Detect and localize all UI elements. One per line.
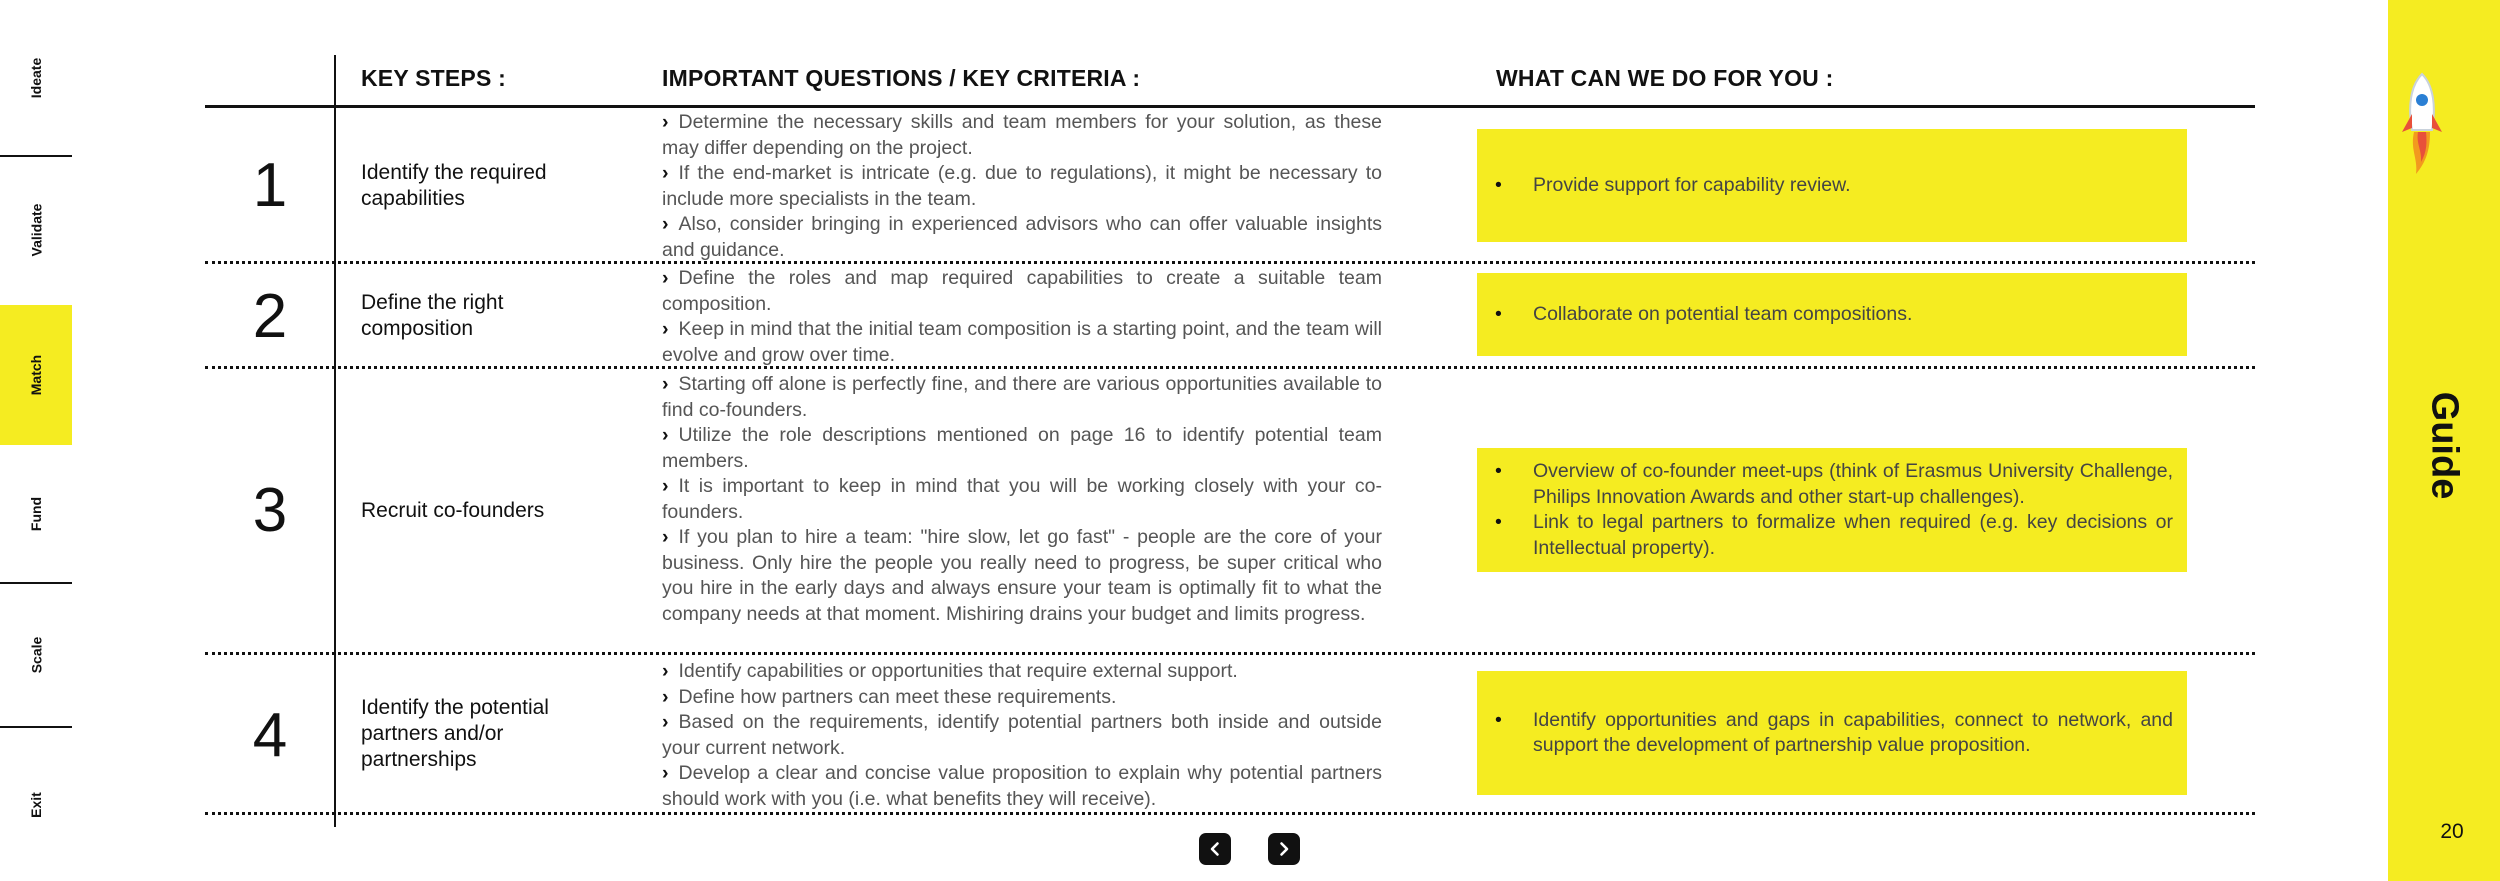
support-box: [1477, 448, 2187, 572]
criteria-item: › Keep in mind that the initial team composition is a starting point, and the team will evolve and grow over time.: [662, 317, 1382, 368]
criteria-item: › If you plan to hire a team: "hire slow, let go fast" - people are the core of your business. Only hire the people you really need to progress, be super critical who you hire in the early days and always ensure your team is optimally fit to what the company needs at that moment. Mishiring drains your budget and limits progress.: [662, 525, 1382, 627]
criteria-item: › If the end-market is intricate (e.g. due to regulations), it might be necessary to include more specialists in the team.: [662, 161, 1382, 212]
criteria-item: › Define the roles and map required capabilities to create a suitable team composition.: [662, 266, 1382, 317]
nav-item-label: Match: [27, 354, 44, 396]
table-header-rule: [205, 105, 2255, 108]
table-column-divider: [334, 55, 336, 827]
criteria-item: › Develop a clear and concise value proposition to explain why potential partners should work with you (i.e. what benefits they will receive).: [662, 761, 1382, 812]
header-support: WHAT CAN WE DO FOR YOU :: [1496, 65, 1834, 91]
support-item: • Collaborate on potential team compositions.: [1495, 302, 2173, 328]
nav-item-label: Fund: [28, 496, 44, 531]
nav-item-validate[interactable]: [0, 157, 72, 303]
support-box: [1477, 671, 2187, 795]
nav-item-label: Ideate: [28, 57, 44, 98]
nav-item-scale[interactable]: [0, 584, 72, 726]
chevron-right-icon: [1276, 841, 1292, 857]
guide-title: [2390, 370, 2498, 520]
nav-item-match[interactable]: [0, 305, 72, 445]
criteria-item: › Define how partners can meet these requirements.: [662, 685, 1382, 711]
guide-title-text: Guide: [2423, 391, 2466, 499]
page-number: 20: [2440, 820, 2464, 843]
row-divider: [205, 812, 2255, 815]
criteria-list: [662, 659, 1382, 812]
nav-item-ideate[interactable]: [0, 0, 72, 155]
side-navigation: [0, 0, 72, 881]
criteria-item: › Based on the requirements, identify potential partners both inside and outside your current network.: [662, 710, 1382, 761]
support-item: • Provide support for capability review.: [1495, 173, 2173, 199]
row-number: 2: [252, 282, 288, 351]
criteria-item: › Also, consider bringing in experienced advisors who can offer valuable insights and guidance.: [662, 212, 1382, 263]
previous-page-button[interactable]: [1199, 833, 1231, 865]
support-item: • Link to legal partners to formalize when required (e.g. key decisions or Intellectual property).: [1495, 510, 2173, 561]
criteria-item: › Utilize the role descriptions mentioned on page 16 to identify potential team members.: [662, 423, 1382, 474]
step-title: Identify the required capabilities: [361, 161, 547, 210]
criteria-list: [662, 110, 1382, 263]
nav-item-label: Scale: [28, 636, 44, 674]
support-box: [1477, 273, 2187, 356]
nav-item-label: Validate: [27, 203, 44, 257]
row-number: 4: [252, 701, 288, 770]
criteria-item: › Determine the necessary skills and team members for your solution, as these may differ depending on the project.: [662, 110, 1382, 161]
row-divider: [205, 652, 2255, 655]
support-box: [1477, 129, 2187, 242]
criteria-item: › It is important to keep in mind that you will be working closely with your co-founders.: [662, 474, 1382, 525]
nav-item-exit[interactable]: [0, 728, 72, 881]
nav-item-fund[interactable]: [0, 445, 72, 582]
support-item: • Identify opportunities and gaps in capabilities, connect to network, and support the development of partnership value proposition.: [1495, 708, 2173, 759]
rocket-icon: [2396, 70, 2448, 180]
next-page-button[interactable]: [1268, 833, 1300, 865]
header-criteria: IMPORTANT QUESTIONS / KEY CRITERIA :: [662, 65, 1141, 91]
nav-item-label: Exit: [28, 791, 44, 818]
criteria-list: [662, 372, 1382, 627]
support-item: • Overview of co-founder meet-ups (think of Erasmus University Challenge, Philips Innovation Awards and other start-up challenges).: [1495, 459, 2173, 510]
row-number: 1: [252, 151, 288, 220]
step-title: Identify the potential partners and/or partnerships: [361, 696, 549, 771]
criteria-item: › Identify capabilities or opportunities that require external support.: [662, 659, 1382, 685]
header-key-steps: KEY STEPS :: [361, 65, 506, 91]
criteria-item: › Starting off alone is perfectly fine, and there are various opportunities available to find co-founders.: [662, 372, 1382, 423]
chevron-left-icon: [1207, 841, 1223, 857]
step-title: Define the right composition: [361, 291, 504, 340]
row-number: 3: [252, 476, 288, 545]
criteria-list: [662, 266, 1382, 368]
step-title: Recruit co-founders: [361, 499, 545, 522]
